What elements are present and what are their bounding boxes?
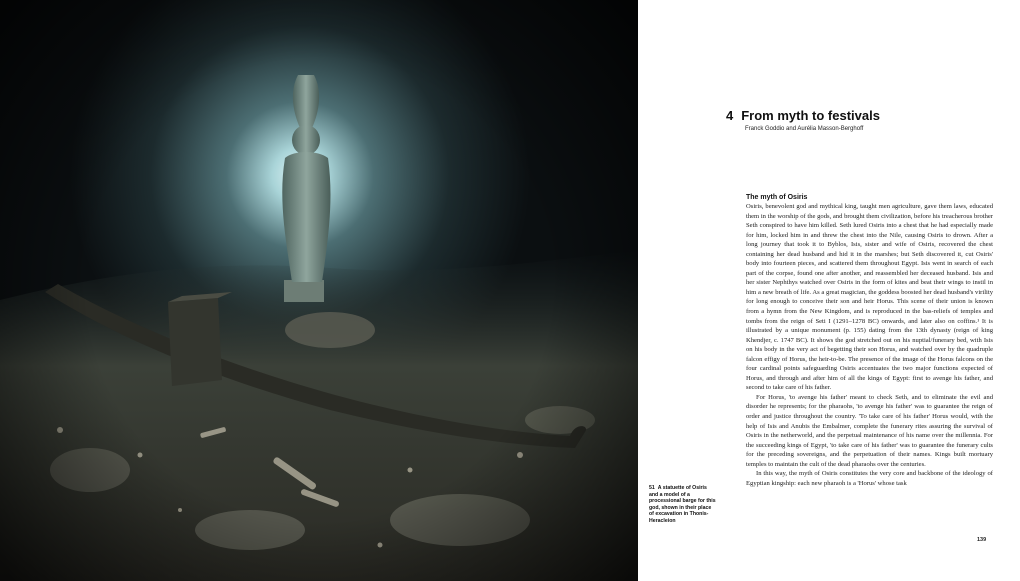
paragraph: Osiris, benevolent god and mythical king, taught men agriculture, gave them laws, educated them in the worship of the gods, and brought them civilization, before his treacherous brother Seth conspired to have him killed. Seth lured Osiris into a chest that he had especially made for him, locked him in and threw the chest into the Nile, causing Osiris to drown. After a long journey that took it to Byblos, Isis, sister and wife of Osiris, recovered the chest containing her dead husband and hid it in the marshes; but Seth discovered it, cut Osiris' body into fourteen pieces, and scattered them throughout Egypt. Isis went in search of each part of the corpse, found one after another, and reassembled her deceased husband. Isis and her sister Nephthys watched over Osiris in the form of kites and beat their wings to instil in him a new breath of life. As a great magician, the goddess boosted her dead husband's virility for long enough to conceive their son and heir Horus. This scene of their union is known from a hymn from the New Kingdom, and is reproduced in the bas-reliefs of temples and tombs from the reign of Seti I (1291–1278 BC) onwards, and later also on coffins.¹ It is illustrated by a unique monument (p. 155) dating from the 13th dynasty (reign of king Khendjer, c. 1747 BC). It shows the god stretched out on his nuptial/funerary bed, with Isis on his body in the very act of begetting their son Horus, and watched over by the quadruple falcon effigy of Horus, the heir-to-be. The presence of the image of the Horus falcons on the four cardinal points safeguarding Osiris accentuates the two major functions expected of Horus, and through and after him of all the kings of Egypt: first to avenge his father, and second to take care of his father.	[746, 203, 993, 392]
page-number: 139	[977, 537, 987, 543]
body-text	[746, 193, 993, 488]
section-heading: The myth of Osiris	[746, 194, 808, 201]
chapter-title-text: From myth to festivals	[741, 108, 880, 123]
paragraph: In this way, the myth of Osiris constitutes the very core and backbone of the ideology of Egyptian kingship: each new pharaoh is a 'Horus' whose task	[746, 470, 993, 487]
photo-caption	[649, 485, 717, 524]
caption-number: 51	[649, 485, 655, 491]
chapter-heading	[726, 108, 1006, 133]
chapter-number: 4	[726, 108, 734, 123]
paragraph: For Horus, 'to avenge his father' meant to check Seth, and to eliminate the evil and disorder he represents; for the pharaohs, 'to avenge his father' was to guarantee the reign of order and justice throughout the country. 'To take care of his father' Horus would, with the help of Isis and Anubis the Embalmer, complete the funerary rites assuring the survival of Osiris in the netherworld, and the perpetual maintenance of his name over the millennia. For the succeeding kings of Egypt, 'to take care of his father' was to guarantee the funerary cults for the preceding sovereigns, and the perpetuation of their names. Kings built mortuary temples to maintain the cult of the dead pharaohs over the centuries.	[746, 393, 993, 468]
chapter-authors: Franck Goddio and Aurélia Masson-Berghoff	[745, 126, 864, 132]
caption-text: A statuette of Osiris and a model of a processional barge for this god, shown in their place of excavation in Thonis-Heracleion	[649, 485, 716, 524]
chapter-title	[726, 108, 1006, 124]
